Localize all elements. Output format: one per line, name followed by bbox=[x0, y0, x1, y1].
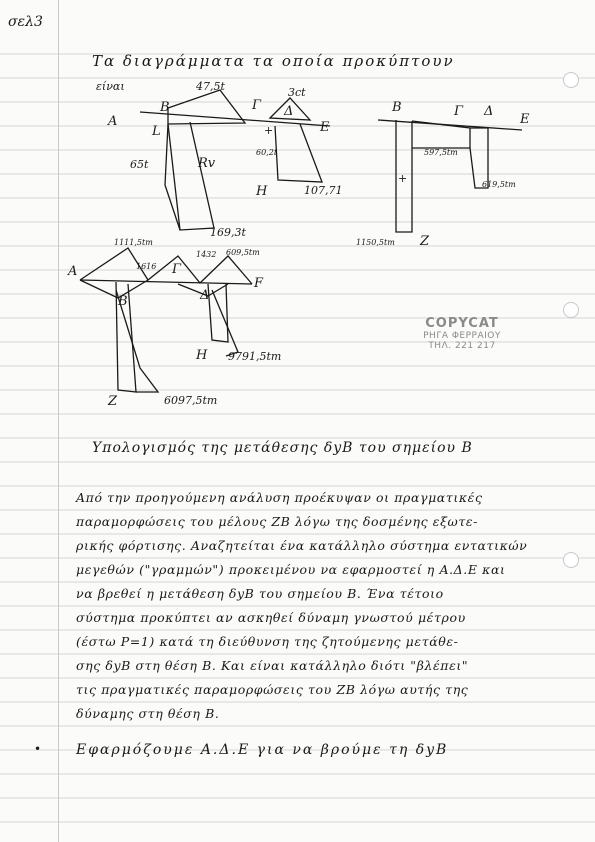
diagram1-label: 107,71 bbox=[304, 184, 343, 197]
diagram1-label: Ε bbox=[320, 120, 330, 135]
diagram3-axis bbox=[80, 280, 252, 284]
diagram2-label: Β bbox=[392, 100, 402, 115]
diagram3-label: Α bbox=[68, 264, 78, 279]
stamp-line-3: ΤΗΛ. 221 217 bbox=[428, 341, 496, 351]
final-line: Εφαρμόζουμε Α.Δ.Ε για να βρούμε τη δyB bbox=[76, 742, 449, 758]
body-line: σης δyB στη θέση Β. Και είναι κατάλληλο διότι "βλέπει" bbox=[76, 658, 469, 673]
stamp-line-1: COPYCAT bbox=[425, 316, 499, 331]
diagram3-label: Β bbox=[118, 294, 128, 309]
body-line: μεγεθών ("γραμμών") προκειμένου να εφαρμοστεί η Α.Δ.Ε και bbox=[76, 562, 506, 577]
diagram3-label: 9791,5tm bbox=[228, 350, 282, 363]
diagram1-label: Rv bbox=[198, 156, 216, 171]
body-line: σύστημα προκύπτει αν ασκηθεί δύναμη γνωστού μέτρου bbox=[76, 610, 466, 625]
diagram2-right-column bbox=[470, 128, 488, 188]
diagram1-label: 3ct bbox=[288, 86, 306, 99]
diagram3-label: 1432 bbox=[196, 250, 217, 259]
diagram3-right-column bbox=[208, 284, 228, 342]
bullet-marker: • bbox=[34, 742, 42, 756]
diagram2-label: Ε bbox=[520, 112, 530, 127]
body-line: Από την προηγούμενη ανάλυση προέκυψαν οι πραγματικές bbox=[76, 490, 483, 505]
body-line: τις πραγματικές παραμορφώσεις του ΖΒ λόγω αυτής της bbox=[76, 682, 469, 697]
body-line: (έστω P=1) κατά τη διεύθυνση της ζητούμενης μετάθε- bbox=[76, 634, 459, 649]
diagram2-label: 1150,5tm bbox=[356, 238, 395, 247]
diagram2-label: 619,5tm bbox=[482, 180, 516, 189]
body-line: ρικής φόρτισης. Αναζητείται ένα κατάλληλο σύστημα εντατικών bbox=[76, 538, 528, 553]
diagram3-label: H bbox=[196, 348, 208, 363]
diagram2-label: Δ bbox=[484, 104, 494, 119]
diagram3-label: 1111,5tm bbox=[114, 238, 153, 247]
body-line: δύναμης στη θέση Β. bbox=[76, 706, 220, 721]
diagram3-label: 1616 bbox=[136, 262, 157, 271]
stamp-line-2: ΡΗΓΑ ΦΕΡΡΑΙΟΥ bbox=[423, 331, 501, 341]
diagram2-label: Ζ bbox=[420, 234, 430, 249]
diagram3-label: Ζ bbox=[108, 394, 118, 409]
diagram3-label: Γ bbox=[172, 262, 182, 277]
body-line: να βρεθεί η μετάθεση δyB του σημείου Β. Ένα τέτοιο bbox=[76, 586, 444, 601]
diagram3-label: 609,5tm bbox=[226, 248, 260, 257]
diagram3-label: Δ bbox=[200, 288, 210, 303]
diagram3-label: F bbox=[254, 276, 264, 291]
section-heading: Υπολογισμός της μετάθεσης δyB του σημείου Β bbox=[92, 440, 473, 456]
diagram1-label: 65t bbox=[130, 158, 149, 171]
diagram1-label: 47,5t bbox=[196, 80, 225, 93]
diagram1-label: L bbox=[152, 124, 161, 139]
diagram-3 bbox=[80, 248, 252, 392]
diagram1-label: 169,3t bbox=[210, 226, 246, 239]
diagram1-right-column bbox=[275, 124, 322, 182]
diagram1-label: + bbox=[264, 124, 274, 137]
page-number: σελ3 bbox=[8, 14, 43, 30]
title-line-2: είναι bbox=[96, 80, 125, 93]
diagram2-label: + bbox=[398, 172, 408, 185]
body-line: παραμορφώσεις του μέλους ΖΒ λόγω της δοσμένης εξωτε- bbox=[76, 514, 478, 529]
diagram1-label: 60,2t bbox=[256, 148, 278, 157]
diagram2-label: 597,5tm bbox=[424, 148, 458, 157]
diagram1-label: Α bbox=[108, 114, 118, 129]
diagram1-label: H bbox=[256, 184, 268, 199]
title-line-1: Τα διαγράμματα τα οποία προκύπτουν bbox=[92, 52, 455, 70]
diagram1-label: Β bbox=[160, 100, 170, 115]
diagram1-label: Γ bbox=[252, 98, 262, 113]
diagram3-label: 6097,5tm bbox=[164, 394, 218, 407]
diagram2-label: Γ bbox=[454, 104, 464, 119]
copycat-stamp bbox=[402, 316, 522, 351]
diagram1-label: Δ bbox=[284, 104, 294, 119]
